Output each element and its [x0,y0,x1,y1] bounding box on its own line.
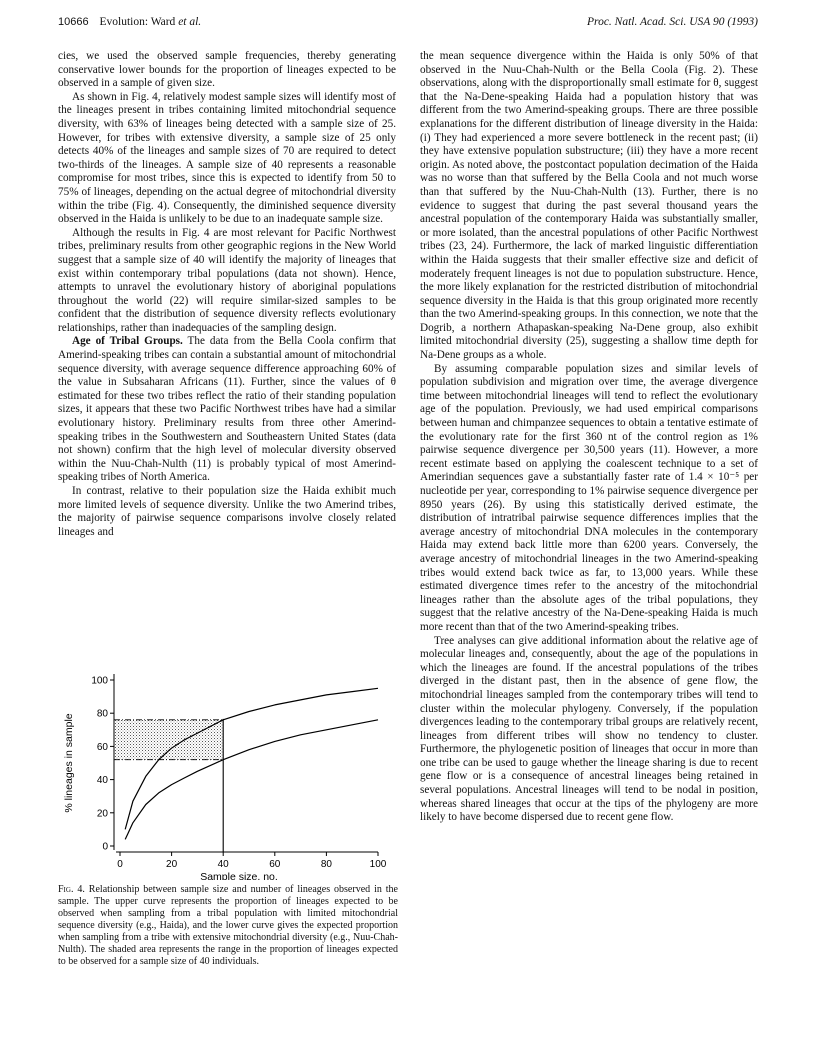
y-tick-label: 80 [96,708,108,720]
section-title: Evolution: Ward [99,16,176,28]
paragraph: By assuming comparable population sizes and similar levels of population subdivision and migration over time, the average divergence time between mitochondrial lineages will tend to reflect the evolutionary age of the population. Previously, we had used empirical comparisons between human and chimpanzee sequences to obtain a tentative estimate of the evolutionary rate for the first 360 nt of the control region as 1% pairwise sequence divergence per 30,500 years (11). However, a more recent estimate based on applying the coalescent technique to a set of Amerindian sequences gave a substantially faster rate of 1.4 × 10⁻⁵ per nucleotide per year, corresponding to 1% pairwise sequence divergence per 8950 years (26). By using this statistically derived estimate, the distribution of intratribal pairwise sequence differences implies that the average ancestry of mitochondrial DNA molecules in the contemporary Haida may extend back little more than 6200 years. Conversely, the average ancestry of mitochondrial lineages in the two Amerind-speaking tribes would extend back twice as far, to 13,000 years. While these estimated divergence times refer to the ancestry of the mitochondrial lineages rather than the absolute ages of the tribal populations, they suggest that the relative ancestry of the Na-Dene-speaking Haida is much more recent than that of the two Amerind-speaking tribes. [420,362,758,633]
section-heading: Age of Tribal Groups. [72,335,183,348]
x-axis-label: Sample size, no. [200,871,278,880]
chart-series [125,688,378,839]
line-chart [58,660,398,880]
page-number: 10666 [58,16,89,28]
paragraph: Although the results in Fig. 4 are most relevant for Pacific Northwest tribes, preliminary results from other geographic regions in the New World suggest that a sample size of 40 will identify the majority of lineages that exist within contemporary tribal populations (data not shown). Hence, attempts to unravel the evolutionary history of aboriginal populations throughout the world (22) will require similar-sized samples to be confident that the distribution of sequence diversity reflects evolutionary relationships, rather than inadequacies of the sampling design. [58,226,396,334]
caption-text: Relationship between sample size and number of lineages observed in the sample. The upper curve represents the proportion of lineages expected to be observed when sampling from a tribal population with limited mitochondrial sequence diversity (e.g., Haida), and the lower curve gives the expected proportion when sampling from a tribe with extensive mitochondrial diversity (e.g., Nuu-Chah-Nulth). The shaded area represents the range in the proportion of lineages expected to be observed for a sample size of 40 individuals. [58,884,398,967]
y-tick-label: 60 [96,741,108,753]
paragraph: In contrast, relative to their population size the Haida exhibit much more limited levels of sequence diversity. Unlike the two Amerind tribes, the majority of pairwise sequence comparisons involve closely related lineages and [58,485,396,538]
paragraph: As shown in Fig. 4, relatively modest sample sizes will identify most of the lineages present in tribes containing limited mitochondrial sequence diversity, with 63% of lineages being detected with a sample size of 25. However, for tribes with extensive diversity, a sample size of 25 only detects 40% of the lineages and sample sizes of 70 are required to detect two-thirds of the lineages. A sample size of 40 represents a reasonable compromise for most tribes, since this is expected to identify from 50 to 75% of lineages, depending on the actual degree of mitochondrial diversity within the tribe (Fig. 4). Consequently, the diminished sequence diversity observed in the Haida is unlikely to be due to an inadequate sample size. [58,90,396,226]
figure-caption [58,884,398,968]
section-paragraph [58,335,396,485]
authors-suffix: et al. [178,16,202,28]
paragraph: the mean sequence divergence within the Haida is only 50% of that observed in the Nuu-Chah-Nulth or the Bella Coola (Fig. 2). These observations, along with the disproportionally small estimate for θ, suggest that the Na-Dene-speaking Haida had a population history that was different from the two Amerind-speaking groups. There are three possible explanations for the different distribution of lineage diversity in the Haida: (i) They had experienced a more severe bottleneck in the recent past; (ii) they have extensive population substructure; (iii) they have a more recent origin. As noted above, the postcontact population decimation of the Haida was no worse than that suffered by the Bella Coola and not much worse than that suffered by the Nuu-Chah-Nulth (13). Further, there is no evidence to suggest that during the past several thousand years the ancestral population of the contemporary Haida was substantially smaller, or more isolated, than the ancestral populations of other Pacific Northwest tribes (23, 24). Furthermore, the lack of marked linguistic differentiation within the Haida suggests that their smaller effective size and deficit of moderately frequent lineages is not due to population substructure. Hence, the more likely explanation for the restricted distribution of mitochondrial sequence diversity in the Haida is that this group originated more recently than the two Amerind-speaking groups. In this connection, we note that the Dogrib, a northern Athapaskan-speaking Na-Dene group, also exhibit limited mitochondrial diversity (25), suggesting a shallow time depth for Na-Dene groups as a whole. [420,50,758,362]
right-column [420,50,758,825]
paragraph-text: The data from the Bella Coola confirm that Amerind-speaking tribes can contain a substantial amount of mitochondrial sequence diversity, with average sequence difference approaching 60% of the value in Subsaharan Africans (11). Further, since the values of θ estimated for these two tribes reflect the ratio of their standing population sizes, it appears that these two Pacific Northwest tribes have had a similar evolutionary history. Preliminary results from three other Amerind-speaking tribes in the Southwestern and Southeastern United States (data not shown) confirm that the high level of molecular diversity observed within the Nuu-Chah-Nulth (11) is probably typical of most Amerind-speaking tribes of North America. [58,335,396,484]
figure-label: Fig. 4. [58,884,85,895]
x-tick-label: 0 [117,859,123,870]
journal-citation: Proc. Natl. Acad. Sci. USA 90 (1993) [587,16,758,28]
y-tick-label: 40 [96,775,108,787]
paragraph: cies, we used the observed sample frequencies, thereby generating conservative lower bounds for the proportion of lineages expected to be observed in a sample of given size. [58,50,396,90]
left-column [58,50,396,539]
x-tick-label: 20 [166,859,178,870]
paragraph: Tree analyses can give additional information about the relative age of molecular lineages and, consequently, about the age of the populations in which the lineages are found. If the ancestral populations of the tribes diverged in the distant past, then in the absence of gene flow, the mitochondrial lineages sampled from the contemporary tribes will tend to cluster within the molecular phylogeny. Conversely, if the population divergences leading to the contemporary tribal groups are relatively recent, lineages from different tribes will show no tendency to cluster. Furthermore, the phylogenetic position of lineages that occur in more than one tribe can be used to gauge whether the lineage sharing is due to recent gene flow or is a consequence of ancestral lineages being retained in several populations. Ancestral lineages will tend to be nodal in position, whereas shared lineages that occur at the tips of the phylogeny are more likely to have become dispersed due to recent gene flow. [420,634,758,824]
header-left [58,16,201,28]
x-tick-label: 80 [320,859,332,870]
y-tick-label: 100 [91,675,108,687]
y-axis-label: % lineages in sample [63,713,75,813]
page-header [58,16,758,32]
figure-4 [58,660,398,880]
shaded-range [114,720,223,760]
x-tick-label: 60 [269,859,281,870]
y-tick-label: 0 [102,841,108,853]
x-tick-label: 100 [369,859,387,870]
x-tick-label: 40 [217,859,229,870]
chart-axes [91,674,386,870]
y-tick-label: 20 [96,808,108,820]
